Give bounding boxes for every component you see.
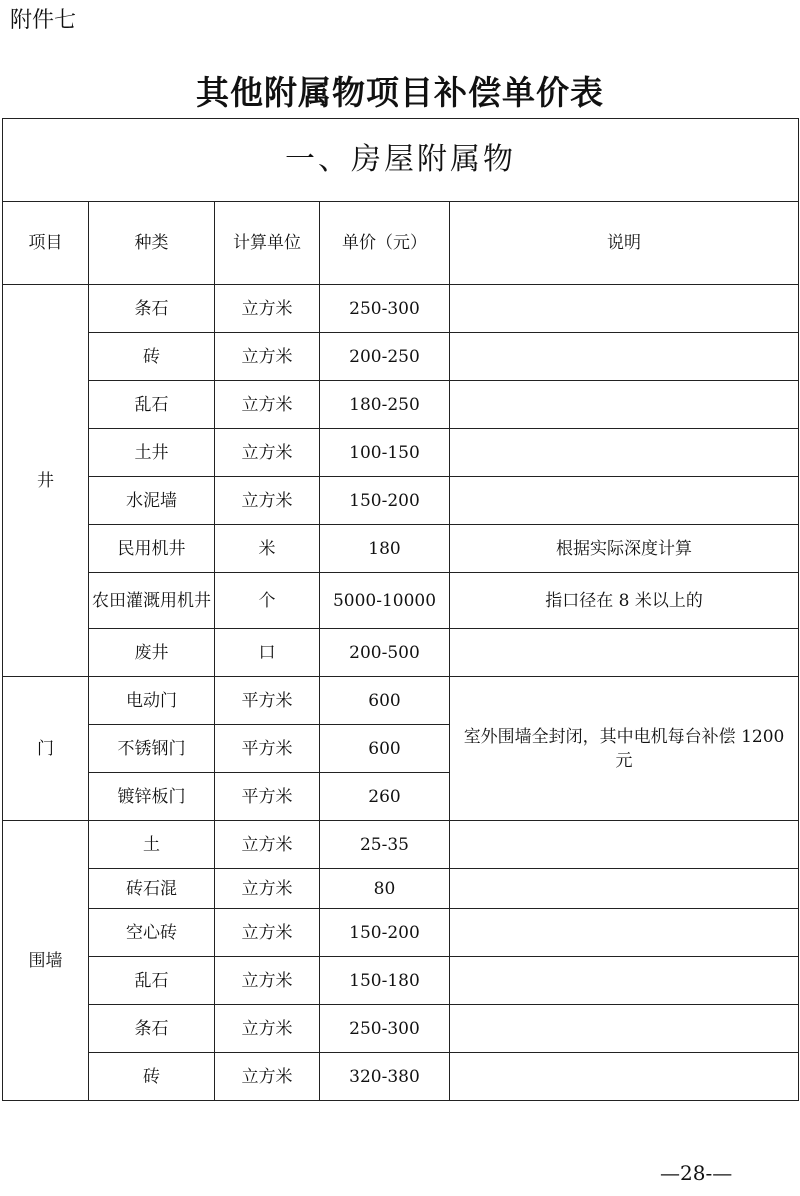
cell-price: 150-200 bbox=[320, 909, 450, 957]
cell-note bbox=[450, 957, 799, 1005]
cell-price: 150-200 bbox=[320, 477, 450, 525]
table-row bbox=[3, 477, 799, 525]
cell-note bbox=[450, 477, 799, 525]
cell-price: 320-380 bbox=[320, 1053, 450, 1101]
cell-note bbox=[450, 909, 799, 957]
table-row bbox=[3, 957, 799, 1005]
cell-unit: 立方米 bbox=[215, 381, 320, 429]
cell-type: 乱石 bbox=[89, 957, 215, 1005]
cell-note bbox=[450, 869, 799, 909]
price-table-container bbox=[2, 118, 798, 1101]
cell-unit: 立方米 bbox=[215, 429, 320, 477]
cell-unit: 平方米 bbox=[215, 677, 320, 725]
cell-note bbox=[450, 333, 799, 381]
page-title: 其他附属物项目补偿单价表 bbox=[196, 73, 604, 112]
table-row bbox=[3, 285, 799, 333]
table-row bbox=[3, 677, 799, 725]
cell-price: 250-300 bbox=[320, 1005, 450, 1053]
cell-note bbox=[450, 821, 799, 869]
cell-note bbox=[450, 285, 799, 333]
cell-unit: 平方米 bbox=[215, 773, 320, 821]
table-row bbox=[3, 821, 799, 869]
cell-unit: 立方米 bbox=[215, 333, 320, 381]
page-number: —28-— bbox=[660, 1161, 733, 1185]
table-row bbox=[3, 573, 799, 629]
group-label-door: 门 bbox=[3, 677, 89, 821]
cell-unit: 立方米 bbox=[215, 1005, 320, 1053]
table-row bbox=[3, 1053, 799, 1101]
cell-price: 80 bbox=[320, 869, 450, 909]
cell-type: 条石 bbox=[89, 285, 215, 333]
table-row bbox=[3, 381, 799, 429]
table-row bbox=[3, 869, 799, 909]
cell-type: 乱石 bbox=[89, 381, 215, 429]
cell-unit: 米 bbox=[215, 525, 320, 573]
cell-price: 180 bbox=[320, 525, 450, 573]
group-label-well: 井 bbox=[3, 285, 89, 677]
cell-type: 砖石混 bbox=[89, 869, 215, 909]
attachment-label: 附件七 bbox=[10, 8, 77, 33]
cell-unit: 个 bbox=[215, 573, 320, 629]
cell-unit: 立方米 bbox=[215, 869, 320, 909]
header-type: 种类 bbox=[89, 202, 215, 285]
cell-unit: 立方米 bbox=[215, 477, 320, 525]
cell-type: 农田灌溉用机井 bbox=[89, 573, 215, 629]
cell-type: 镀锌板门 bbox=[89, 773, 215, 821]
cell-note: 指口径在 8 米以上的 bbox=[450, 573, 799, 629]
cell-unit: 立方米 bbox=[215, 821, 320, 869]
cell-type: 水泥墙 bbox=[89, 477, 215, 525]
table-row bbox=[3, 333, 799, 381]
cell-type: 电动门 bbox=[89, 677, 215, 725]
cell-type: 土 bbox=[89, 821, 215, 869]
cell-price: 100-150 bbox=[320, 429, 450, 477]
cell-note bbox=[450, 629, 799, 677]
cell-type: 民用机井 bbox=[89, 525, 215, 573]
cell-price: 600 bbox=[320, 677, 450, 725]
section-title: 一、房屋附属物 bbox=[3, 119, 799, 202]
cell-price: 200-500 bbox=[320, 629, 450, 677]
cell-price: 260 bbox=[320, 773, 450, 821]
cell-price: 200-250 bbox=[320, 333, 450, 381]
table-row bbox=[3, 1005, 799, 1053]
cell-type: 条石 bbox=[89, 1005, 215, 1053]
cell-type: 废井 bbox=[89, 629, 215, 677]
cell-unit: 平方米 bbox=[215, 725, 320, 773]
cell-price: 5000-10000 bbox=[320, 573, 450, 629]
header-price: 单价（元） bbox=[320, 202, 450, 285]
header-item: 项目 bbox=[3, 202, 89, 285]
cell-unit: 口 bbox=[215, 629, 320, 677]
cell-type: 不锈钢门 bbox=[89, 725, 215, 773]
cell-note bbox=[450, 429, 799, 477]
cell-unit: 立方米 bbox=[215, 1053, 320, 1101]
cell-type: 空心砖 bbox=[89, 909, 215, 957]
cell-price: 180-250 bbox=[320, 381, 450, 429]
cell-note bbox=[450, 381, 799, 429]
cell-unit: 立方米 bbox=[215, 957, 320, 1005]
table-row bbox=[3, 429, 799, 477]
cell-unit: 立方米 bbox=[215, 909, 320, 957]
table-row bbox=[3, 629, 799, 677]
cell-note bbox=[450, 1005, 799, 1053]
cell-note bbox=[450, 1053, 799, 1101]
cell-type: 砖 bbox=[89, 1053, 215, 1101]
column-header-row bbox=[3, 202, 799, 285]
table-row bbox=[3, 525, 799, 573]
cell-price: 150-180 bbox=[320, 957, 450, 1005]
group-label-wall: 围墙 bbox=[3, 821, 89, 1101]
cell-price: 25-35 bbox=[320, 821, 450, 869]
header-unit: 计算单位 bbox=[215, 202, 320, 285]
cell-note: 根据实际深度计算 bbox=[450, 525, 799, 573]
price-table bbox=[2, 118, 799, 1101]
cell-price: 600 bbox=[320, 725, 450, 773]
table-row bbox=[3, 909, 799, 957]
cell-type: 砖 bbox=[89, 333, 215, 381]
cell-unit: 立方米 bbox=[215, 285, 320, 333]
cell-price: 250-300 bbox=[320, 285, 450, 333]
header-note: 说明 bbox=[450, 202, 799, 285]
door-shared-note: 室外围墙全封闭，其中电机每台补偿 1200 元 bbox=[450, 677, 799, 821]
cell-type: 土井 bbox=[89, 429, 215, 477]
